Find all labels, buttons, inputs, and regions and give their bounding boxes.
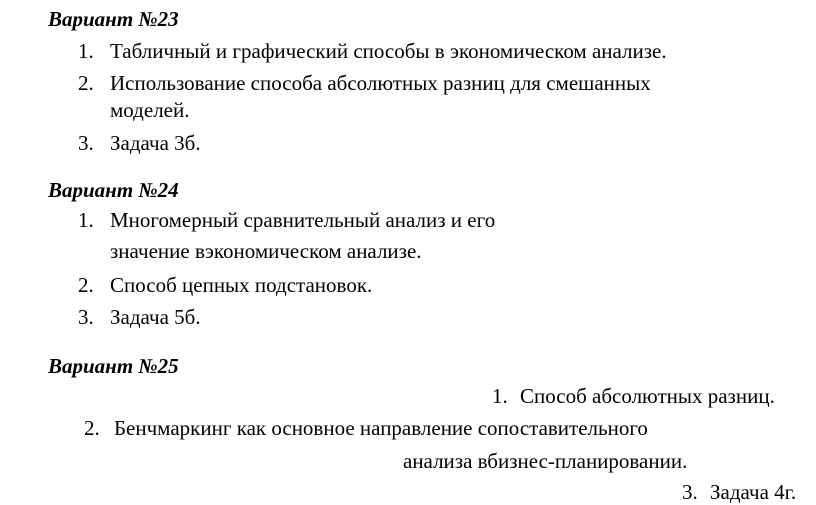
item-number: 2.: [78, 71, 94, 95]
variant-23-item-2-continued: [110, 98, 189, 122]
variant-25-title: Вариант №25: [48, 354, 179, 378]
item-text: Бенчмаркинг как основное направление сопоставительного: [114, 416, 648, 440]
item-number: 2.: [84, 416, 100, 440]
item-number: 3.: [78, 305, 94, 329]
item-text-continued: анализа вбизнес-планировании.: [403, 449, 688, 473]
item-text: Задача 3б.: [110, 131, 201, 155]
item-number: 1.: [78, 39, 94, 63]
item-number: 1.: [78, 208, 94, 232]
item-number: 3.: [682, 480, 698, 504]
item-number: 3.: [78, 131, 94, 155]
variant-24-item-1-continued: [110, 239, 422, 263]
variant-23-title: Вариант №23: [48, 7, 179, 31]
item-text: Табличный и графический способы в экономическом анализе.: [110, 39, 667, 63]
item-text: Способ абсолютных разниц.: [520, 384, 775, 408]
item-text-continued: моделей.: [110, 98, 190, 122]
item-text: Задача 5б.: [110, 305, 201, 329]
variant-25-item-2-continued: [403, 449, 687, 473]
item-text-continued: значение вэкономическом анализе.: [110, 239, 422, 263]
item-number: 2.: [78, 273, 94, 297]
item-number: 1.: [492, 384, 508, 408]
item-text: Способ цепных подстановок.: [110, 273, 373, 297]
item-text: Задача 4г.: [710, 480, 797, 504]
item-text: Многомерный сравнительный анализ и его: [110, 208, 496, 232]
item-text: Использование способа абсолютных разниц для смешанных: [110, 71, 651, 95]
variant-24-title: Вариант №24: [48, 178, 179, 202]
